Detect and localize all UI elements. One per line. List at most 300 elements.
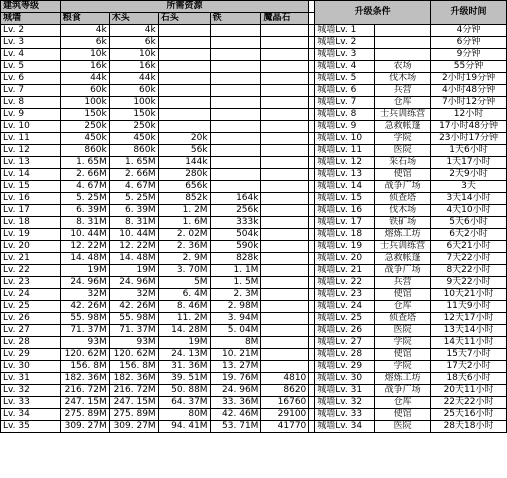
condition-wall-cell: 城墙Lv. 1 — [315, 25, 375, 37]
iron-cell — [210, 73, 261, 85]
table-body — [1, 1, 507, 433]
wood-cell: 6k — [109, 37, 158, 49]
iron-cell: 590k — [210, 241, 261, 253]
condition-wall-cell: 城墙Lv. 28 — [315, 349, 375, 361]
iron-cell — [210, 25, 261, 37]
stone-cell: 8. 46M — [158, 301, 210, 313]
iron-header: 铁 — [210, 13, 261, 25]
level-cell: Lv. 25 — [1, 301, 61, 313]
food-cell: 60k — [60, 85, 109, 97]
iron-cell: 10. 21M — [210, 349, 261, 361]
upgrade-time-cell: 12天17小时 — [431, 313, 507, 325]
crystal-cell — [261, 73, 309, 85]
upgrade-time-cell: 1天6小时 — [431, 145, 507, 157]
upgrade-time-cell: 12小时 — [431, 109, 507, 121]
wood-cell: 450k — [109, 133, 158, 145]
upgrade-time-cell: 22天22小时 — [431, 397, 507, 409]
upgrade-time-cell: 17小时48分钟 — [431, 121, 507, 133]
gap-cell — [309, 13, 315, 25]
wood-cell: 42. 26M — [109, 301, 158, 313]
stone-cell: 24. 13M — [158, 349, 210, 361]
condition-wall-cell: 城墙Lv. 18 — [315, 229, 375, 241]
level-cell: Lv. 10 — [1, 121, 61, 133]
upgrade-time-cell: 3天 — [431, 181, 507, 193]
level-cell: Lv. 23 — [1, 277, 61, 289]
condition-building-cell: 学院 — [375, 133, 431, 145]
iron-cell: 19. 76M — [210, 373, 261, 385]
iron-cell: 2. 3M — [210, 289, 261, 301]
stone-cell: 56k — [158, 145, 210, 157]
wood-cell: 8. 31M — [109, 217, 158, 229]
header-row-1 — [1, 1, 507, 13]
wood-cell: 860k — [109, 145, 158, 157]
stone-cell: 14. 28M — [158, 325, 210, 337]
iron-cell — [210, 169, 261, 181]
food-cell: 182. 36M — [60, 373, 109, 385]
condition-wall-cell: 城墙Lv. 20 — [315, 253, 375, 265]
table-row — [1, 229, 507, 241]
stone-cell: 20k — [158, 133, 210, 145]
food-cell: 450k — [60, 133, 109, 145]
wood-cell: 250k — [109, 121, 158, 133]
stone-cell: 94. 41M — [158, 421, 210, 433]
stone-cell: 3. 70M — [158, 265, 210, 277]
wood-cell: 24. 96M — [109, 277, 158, 289]
table-row — [1, 361, 507, 373]
condition-wall-cell: 城墙Lv. 14 — [315, 181, 375, 193]
condition-building-cell: 侦查塔 — [375, 313, 431, 325]
wood-cell: 14. 48M — [109, 253, 158, 265]
stone-cell — [158, 73, 210, 85]
condition-wall-cell: 城墙Lv. 33 — [315, 409, 375, 421]
table-row — [1, 121, 507, 133]
crystal-cell: 41770 — [261, 421, 309, 433]
level-cell: Lv. 28 — [1, 337, 61, 349]
crystal-cell: 4810 — [261, 373, 309, 385]
stone-cell: 144k — [158, 157, 210, 169]
wood-cell: 156. 8M — [109, 361, 158, 373]
table-row — [1, 205, 507, 217]
food-cell: 24. 96M — [60, 277, 109, 289]
iron-cell: 33. 36M — [210, 397, 261, 409]
level-cell: Lv. 18 — [1, 217, 61, 229]
iron-cell — [210, 145, 261, 157]
upgrade-time-cell: 7小时12分钟 — [431, 97, 507, 109]
level-cell: Lv. 31 — [1, 373, 61, 385]
crystal-cell — [261, 145, 309, 157]
iron-cell — [210, 37, 261, 49]
table-row — [1, 421, 507, 433]
crystal-cell — [261, 229, 309, 241]
stone-cell — [158, 109, 210, 121]
condition-wall-cell: 城墙Lv. 11 — [315, 145, 375, 157]
stone-cell — [158, 121, 210, 133]
wood-cell: 4k — [109, 25, 158, 37]
iron-cell — [210, 61, 261, 73]
iron-cell: 333k — [210, 217, 261, 229]
condition-wall-cell: 城墙Lv. 17 — [315, 217, 375, 229]
table-row — [1, 337, 507, 349]
table-row — [1, 25, 507, 37]
iron-cell: 504k — [210, 229, 261, 241]
level-cell: Lv. 4 — [1, 49, 61, 61]
iron-cell: 3. 94M — [210, 313, 261, 325]
condition-building-cell: 急救帐篷 — [375, 253, 431, 265]
level-cell: Lv. 20 — [1, 241, 61, 253]
condition-wall-cell: 城墙Lv. 27 — [315, 337, 375, 349]
upgrade-time-cell: 3天14小时 — [431, 193, 507, 205]
crystal-cell — [261, 193, 309, 205]
crystal-cell — [261, 109, 309, 121]
condition-building-cell: 医院 — [375, 421, 431, 433]
wood-cell: 100k — [109, 97, 158, 109]
crystal-cell — [261, 25, 309, 37]
stone-cell: 280k — [158, 169, 210, 181]
level-cell: Lv. 12 — [1, 145, 61, 157]
upgrade-time-cell: 7天22小时 — [431, 253, 507, 265]
crystal-cell — [261, 157, 309, 169]
level-cell: Lv. 35 — [1, 421, 61, 433]
food-cell: 16k — [60, 61, 109, 73]
food-cell: 860k — [60, 145, 109, 157]
city-wall-header: 城墙 — [1, 13, 61, 25]
iron-cell — [210, 181, 261, 193]
wood-cell: 2. 66M — [109, 169, 158, 181]
table-row — [1, 73, 507, 85]
table-row — [1, 349, 507, 361]
crystal-cell — [261, 277, 309, 289]
iron-cell: 42. 46M — [210, 409, 261, 421]
upgrade-time-cell: 5天6小时 — [431, 217, 507, 229]
wood-cell: 150k — [109, 109, 158, 121]
condition-wall-cell: 城墙Lv. 31 — [315, 385, 375, 397]
level-cell: Lv. 32 — [1, 385, 61, 397]
level-cell: Lv. 19 — [1, 229, 61, 241]
upgrade-time-cell: 8天22小时 — [431, 265, 507, 277]
upgrade-time-cell: 4天10小时 — [431, 205, 507, 217]
wood-cell: 5. 25M — [109, 193, 158, 205]
food-cell: 1. 65M — [60, 157, 109, 169]
condition-building-cell — [375, 37, 431, 49]
table-row — [1, 37, 507, 49]
level-cell: Lv. 2 — [1, 25, 61, 37]
wood-cell: 16k — [109, 61, 158, 73]
food-cell: 2. 66M — [60, 169, 109, 181]
upgrade-time-cell: 9天22小时 — [431, 277, 507, 289]
condition-building-cell: 侦查塔 — [375, 193, 431, 205]
stone-cell: 656k — [158, 181, 210, 193]
iron-cell: 164k — [210, 193, 261, 205]
stone-cell: 80M — [158, 409, 210, 421]
crystal-cell — [261, 361, 309, 373]
food-cell: 250k — [60, 121, 109, 133]
crystal-cell — [261, 325, 309, 337]
condition-building-cell: 使馆 — [375, 289, 431, 301]
upgrade-time-cell: 9分钟 — [431, 49, 507, 61]
table-row — [1, 241, 507, 253]
stone-cell: 11. 2M — [158, 313, 210, 325]
iron-cell — [210, 157, 261, 169]
upgrade-time-cell: 4分钟 — [431, 25, 507, 37]
level-cell: Lv. 24 — [1, 289, 61, 301]
wood-cell: 60k — [109, 85, 158, 97]
level-cell: Lv. 5 — [1, 61, 61, 73]
food-cell: 8. 31M — [60, 217, 109, 229]
level-cell: Lv. 16 — [1, 193, 61, 205]
food-cell: 44k — [60, 73, 109, 85]
condition-wall-cell: 城墙Lv. 23 — [315, 289, 375, 301]
condition-wall-cell: 城墙Lv. 6 — [315, 85, 375, 97]
wood-cell: 275. 89M — [109, 409, 158, 421]
food-cell: 12. 22M — [60, 241, 109, 253]
upgrade-time-header: 升级时间 — [431, 1, 507, 25]
condition-building-cell: 使馆 — [375, 349, 431, 361]
food-cell: 71. 37M — [60, 325, 109, 337]
crystal-cell — [261, 121, 309, 133]
stone-cell: 50. 88M — [158, 385, 210, 397]
condition-building-cell: 仓库 — [375, 97, 431, 109]
resources-required-header: 所需资源 — [60, 1, 309, 13]
crystal-cell — [261, 301, 309, 313]
table-row — [1, 157, 507, 169]
condition-building-cell: 兵营 — [375, 277, 431, 289]
upgrade-time-cell: 55分钟 — [431, 61, 507, 73]
upgrade-time-cell: 17天2小时 — [431, 361, 507, 373]
condition-building-cell: 使馆 — [375, 169, 431, 181]
crystal-cell — [261, 85, 309, 97]
table-row — [1, 409, 507, 421]
level-cell: Lv. 30 — [1, 361, 61, 373]
stone-cell: 1. 2M — [158, 205, 210, 217]
crystal-cell: 8620 — [261, 385, 309, 397]
stone-cell: 6. 4M — [158, 289, 210, 301]
upgrade-time-cell: 25天16小时 — [431, 409, 507, 421]
table-row — [1, 289, 507, 301]
condition-building-cell: 采石场 — [375, 157, 431, 169]
iron-cell — [210, 97, 261, 109]
wood-cell: 10k — [109, 49, 158, 61]
table-row — [1, 301, 507, 313]
iron-cell: 13. 27M — [210, 361, 261, 373]
table-row — [1, 193, 507, 205]
iron-cell — [210, 133, 261, 145]
iron-cell: 1. 5M — [210, 277, 261, 289]
stone-cell — [158, 61, 210, 73]
wood-cell: 1. 65M — [109, 157, 158, 169]
level-cell: Lv. 33 — [1, 397, 61, 409]
table-row — [1, 277, 507, 289]
condition-building-cell: 战争广场 — [375, 265, 431, 277]
condition-building-cell: 士兵训练营 — [375, 241, 431, 253]
stone-cell: 39. 51M — [158, 373, 210, 385]
crystal-cell — [261, 241, 309, 253]
wood-cell: 309. 27M — [109, 421, 158, 433]
building-level-header: 建筑等级 — [1, 1, 61, 13]
table-row — [1, 253, 507, 265]
food-cell: 100k — [60, 97, 109, 109]
table-row — [1, 325, 507, 337]
stone-cell — [158, 85, 210, 97]
food-cell: 32M — [60, 289, 109, 301]
crystal-cell — [261, 313, 309, 325]
level-cell: Lv. 3 — [1, 37, 61, 49]
condition-building-cell: 伐木场 — [375, 73, 431, 85]
stone-cell: 5M — [158, 277, 210, 289]
condition-building-cell: 医院 — [375, 325, 431, 337]
condition-building-cell: 仓库 — [375, 301, 431, 313]
condition-wall-cell: 城墙Lv. 26 — [315, 325, 375, 337]
condition-building-cell: 学院 — [375, 337, 431, 349]
table-row — [1, 85, 507, 97]
table-row — [1, 169, 507, 181]
condition-wall-cell: 城墙Lv. 29 — [315, 361, 375, 373]
table-row — [1, 61, 507, 73]
condition-building-cell: 铁矿场 — [375, 217, 431, 229]
upgrade-time-cell: 1天17小时 — [431, 157, 507, 169]
wood-cell: 247. 15M — [109, 397, 158, 409]
table-row — [1, 397, 507, 409]
condition-wall-cell: 城墙Lv. 7 — [315, 97, 375, 109]
condition-wall-cell: 城墙Lv. 8 — [315, 109, 375, 121]
crystal-cell — [261, 337, 309, 349]
wood-cell: 93M — [109, 337, 158, 349]
table-row — [1, 217, 507, 229]
level-cell: Lv. 6 — [1, 73, 61, 85]
magic-crystal-header: 魔晶石 — [261, 13, 309, 25]
food-cell: 4k — [60, 25, 109, 37]
condition-wall-cell: 城墙Lv. 3 — [315, 49, 375, 61]
condition-wall-cell: 城墙Lv. 4 — [315, 61, 375, 73]
upgrade-time-cell: 20天11小时 — [431, 385, 507, 397]
food-cell: 6k — [60, 37, 109, 49]
food-cell: 309. 27M — [60, 421, 109, 433]
stone-cell: 852k — [158, 193, 210, 205]
condition-wall-cell: 城墙Lv. 13 — [315, 169, 375, 181]
condition-wall-cell: 城墙Lv. 5 — [315, 73, 375, 85]
food-cell: 275. 89M — [60, 409, 109, 421]
iron-cell: 1. 1M — [210, 265, 261, 277]
wood-cell: 55. 98M — [109, 313, 158, 325]
level-cell: Lv. 9 — [1, 109, 61, 121]
stone-cell: 2. 9M — [158, 253, 210, 265]
level-cell: Lv. 11 — [1, 133, 61, 145]
crystal-cell — [261, 97, 309, 109]
table-row — [1, 49, 507, 61]
condition-wall-cell: 城墙Lv. 12 — [315, 157, 375, 169]
food-cell: 14. 48M — [60, 253, 109, 265]
stone-cell: 1. 6M — [158, 217, 210, 229]
food-cell: 247. 15M — [60, 397, 109, 409]
level-cell: Lv. 14 — [1, 169, 61, 181]
crystal-cell — [261, 253, 309, 265]
level-cell: Lv. 27 — [1, 325, 61, 337]
crystal-cell — [261, 205, 309, 217]
wood-cell: 4. 67M — [109, 181, 158, 193]
food-cell: 42. 26M — [60, 301, 109, 313]
upgrade-time-cell: 4小时48分钟 — [431, 85, 507, 97]
wood-cell: 32M — [109, 289, 158, 301]
food-cell: 5. 25M — [60, 193, 109, 205]
food-cell: 120. 62M — [60, 349, 109, 361]
stone-cell: 64. 37M — [158, 397, 210, 409]
wood-cell: 71. 37M — [109, 325, 158, 337]
level-cell: Lv. 13 — [1, 157, 61, 169]
upgrade-time-cell: 28天18小时 — [431, 421, 507, 433]
crystal-cell — [261, 61, 309, 73]
level-cell: Lv. 8 — [1, 97, 61, 109]
condition-wall-cell: 城墙Lv. 2 — [315, 37, 375, 49]
upgrade-time-cell: 14天11小时 — [431, 337, 507, 349]
upgrade-time-cell: 11天9小时 — [431, 301, 507, 313]
upgrade-time-cell: 15天7小时 — [431, 349, 507, 361]
crystal-cell — [261, 49, 309, 61]
crystal-cell — [261, 133, 309, 145]
iron-cell: 8M — [210, 337, 261, 349]
upgrade-time-cell: 13天14小时 — [431, 325, 507, 337]
upgrade-time-cell: 23小时17分钟 — [431, 133, 507, 145]
iron-cell — [210, 85, 261, 97]
wood-cell: 44k — [109, 73, 158, 85]
crystal-cell — [261, 37, 309, 49]
stone-header: 石头 — [158, 13, 210, 25]
condition-wall-cell: 城墙Lv. 32 — [315, 397, 375, 409]
stone-cell — [158, 97, 210, 109]
iron-cell: 24. 96M — [210, 385, 261, 397]
condition-building-cell — [375, 49, 431, 61]
condition-wall-cell: 城墙Lv. 19 — [315, 241, 375, 253]
table-row — [1, 385, 507, 397]
upgrade-time-cell: 10天21小时 — [431, 289, 507, 301]
wood-cell: 216. 72M — [109, 385, 158, 397]
condition-building-cell: 战争广场 — [375, 385, 431, 397]
wood-cell: 12. 22M — [109, 241, 158, 253]
upgrade-time-cell: 6天2小时 — [431, 229, 507, 241]
table-row — [1, 133, 507, 145]
condition-building-cell: 士兵训练营 — [375, 109, 431, 121]
wood-header: 木头 — [109, 13, 158, 25]
crystal-cell — [261, 169, 309, 181]
condition-building-cell: 使馆 — [375, 409, 431, 421]
condition-wall-cell: 城墙Lv. 22 — [315, 277, 375, 289]
level-cell: Lv. 29 — [1, 349, 61, 361]
condition-building-cell: 仓库 — [375, 397, 431, 409]
condition-building-cell: 伐木场 — [375, 205, 431, 217]
crystal-cell — [261, 265, 309, 277]
condition-wall-cell: 城墙Lv. 24 — [315, 301, 375, 313]
iron-cell — [210, 49, 261, 61]
food-cell: 10. 44M — [60, 229, 109, 241]
level-cell: Lv. 17 — [1, 205, 61, 217]
stone-cell: 2. 36M — [158, 241, 210, 253]
upgrade-time-cell: 2小时19分钟 — [431, 73, 507, 85]
iron-cell: 828k — [210, 253, 261, 265]
condition-wall-cell: 城墙Lv. 30 — [315, 373, 375, 385]
stone-cell — [158, 49, 210, 61]
food-header: 粮食 — [60, 13, 109, 25]
wood-cell: 10. 44M — [109, 229, 158, 241]
iron-cell — [210, 109, 261, 121]
level-cell: Lv. 7 — [1, 85, 61, 97]
condition-building-cell: 熔炼工坊 — [375, 373, 431, 385]
upgrade-time-cell: 2天9小时 — [431, 169, 507, 181]
iron-cell: 2. 98M — [210, 301, 261, 313]
condition-building-cell: 医院 — [375, 145, 431, 157]
iron-cell — [210, 121, 261, 133]
crystal-cell — [261, 181, 309, 193]
stone-cell — [158, 25, 210, 37]
food-cell: 19M — [60, 265, 109, 277]
condition-building-cell: 急救帐篷 — [375, 121, 431, 133]
